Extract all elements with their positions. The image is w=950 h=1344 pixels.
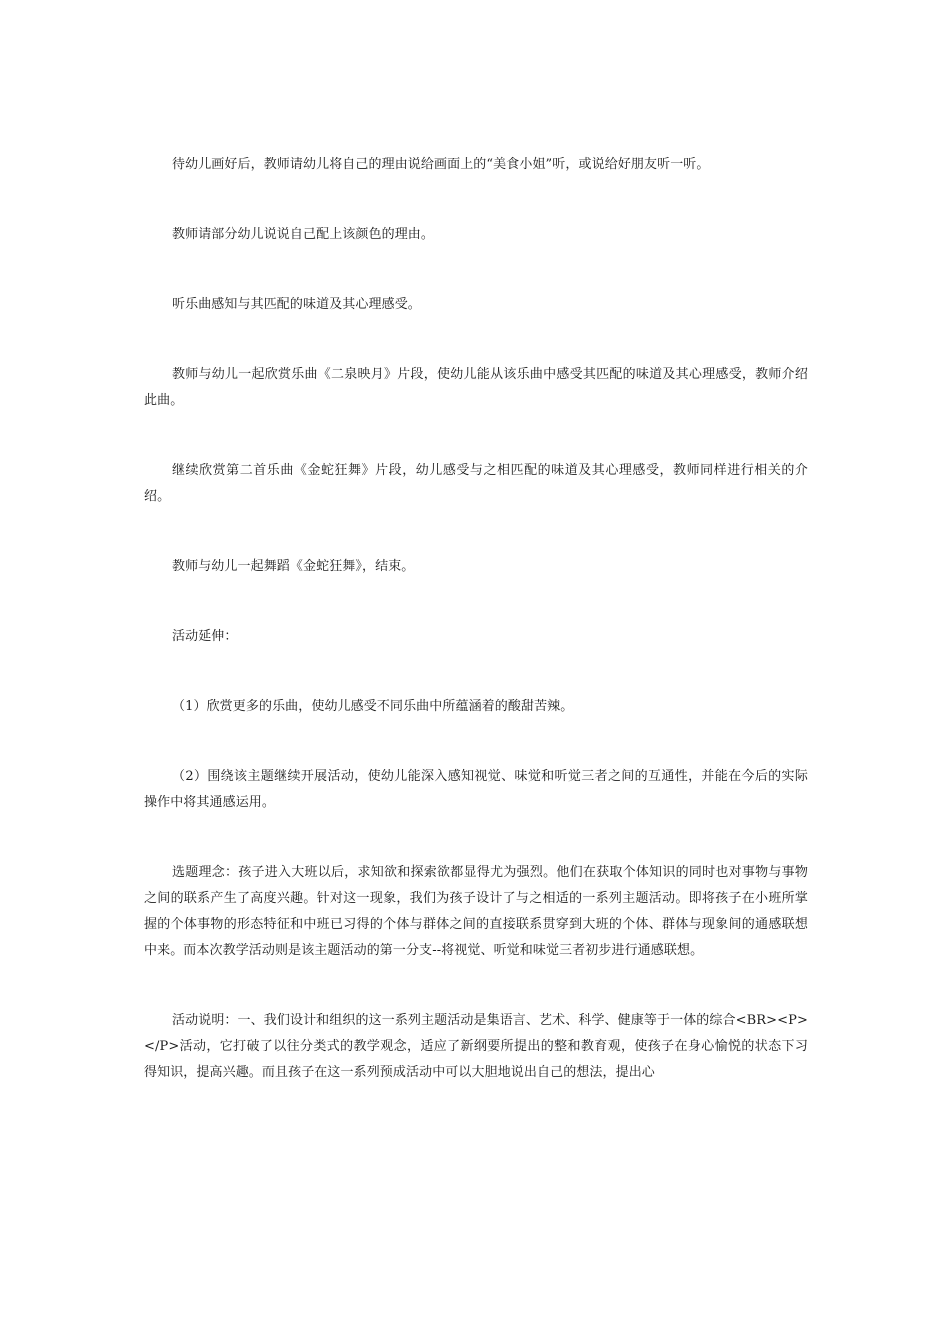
paragraph: 继续欣赏第二首乐曲《金蛇狂舞》片段，幼儿感受与之相匹配的味道及其心理感受，教师同样进行相关的介绍。 [144, 463, 808, 504]
paragraph: 听乐曲感知与其匹配的味道及其心理感受。 [172, 297, 421, 312]
paragraph: 待幼儿画好后，教师请幼儿将自己的理由说给画面上的“美食小姐”听，或说给好朋友听一听。 [172, 157, 710, 172]
paragraph: 教师与幼儿一起舞蹈《金蛇狂舞》，结束。 [172, 559, 415, 574]
paragraph: 活动说明：一、我们设计和组织的这一系列主题活动是集语言、艺术、科学、健康等于一体的综合<BR><P></P>活动，它打破了以往分类式的教学观念，适应了新纲要所提出的整和教育观，使孩子在身心愉悦的状态下习得知识，提高兴趣。而且孩子在这一系列预成活动中可以大胆地说出自己的想法，提出心 [144, 1013, 808, 1080]
paragraph: 教师与幼儿一起欣赏乐曲《二泉映月》片段，使幼儿能从该乐曲中感受其匹配的味道及其心理感受，教师介绍此曲。 [144, 367, 808, 408]
list-item: （2）围绕该主题继续开展活动，使幼儿能深入感知视觉、味觉和听觉三者之间的互通性，并能在今后的实际操作中将其通感运用。 [144, 769, 808, 810]
document-body [144, 152, 808, 1086]
section-heading: 活动延伸： [172, 629, 238, 644]
list-item: （1）欣赏更多的乐曲，使幼儿感受不同乐曲中所蕴涵着的酸甜苦辣。 [172, 699, 574, 714]
paragraph: 教师请部分幼儿说说自己配上该颜色的理由。 [172, 227, 435, 242]
paragraph: 选题理念：孩子进入大班以后，求知欲和探索欲都显得尤为强烈。他们在获取个体知识的同时也对事物与事物之间的联系产生了高度兴趣。针对这一现象，我们为孩子设计了与之相适的一系列主题活动。即将孩子在小班所掌握的个体事物的形态特征和中班已习得的个体与群体之间的直接联系贯穿到大班的个体、群体与现象间的通感联想中来。而本次教学活动则是该主题活动的第一分支--将视觉、听觉和味觉三者初步进行通感联想。 [144, 865, 808, 958]
